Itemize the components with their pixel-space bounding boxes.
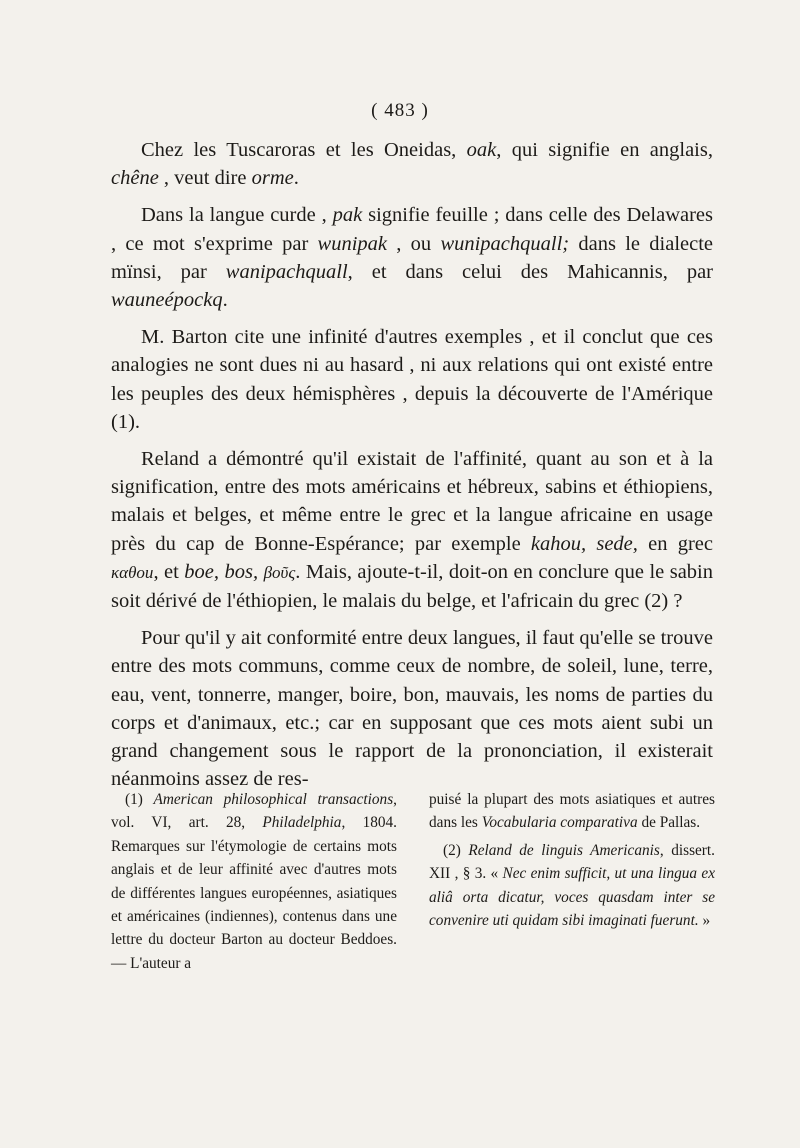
text-run: , vol. VI, art. 28,	[111, 791, 397, 832]
paragraph-1	[111, 136, 713, 192]
text-run: Pour qu'il y ait conformité entre deux langues, il faut qu'elle se trouve entre des mots communs, comme ceux de nombre, de soleil, lune, terre, eau, vent, tonnerre, manger, boire, bon, mauvais, les noms de parties du corps et d'animaux, etc.; car en supposant que ces mots aient subi un grand changement sous le rapport de la prononciation, il existerait néanmoins assez de res-	[111, 627, 713, 791]
italic-text: καθοu	[111, 562, 154, 582]
italic-text: wauneépockq	[111, 289, 223, 312]
italic-text: wunipak	[317, 232, 388, 255]
italic-text: orme	[251, 167, 294, 190]
text-run: . Mais, ajoute-t-il, doit-on en conclure que le sabin soit dérivé de l'éthiopien, le malais du belge, et l'africain du grec (2) ?	[111, 560, 713, 613]
text-run: , qui signifie en anglais,	[496, 139, 713, 161]
italic-text: oak	[466, 139, 497, 161]
text-run: , ou	[387, 232, 441, 255]
italic-text: Philadelphia	[262, 814, 342, 832]
italic-text: Reland de linguis Americanis	[468, 841, 660, 859]
italic-text: Vocabularia comparativa	[481, 814, 638, 832]
italic-text: wanipachquall	[225, 260, 348, 283]
text-run: M. Barton cite une infinité d'autres exemples , et il conclut que ces analogies ne sont dues ni au hasard , ni aux relations qui ont existé entre les peuples des deux hémisphères , depuis la découverte de l'Amérique (1).	[111, 326, 713, 433]
text-run: .	[293, 167, 299, 190]
text-run: , 1804. Remarques sur l'étymologie de certains mots anglais et de leur affinité avec d'autres mots de différentes langues européennes, asiatiques et américaines (indiennes), contenus dans une lettre du docteur Barton au docteur Beddoes. — L'auteur a	[111, 814, 397, 972]
page-number: ( 483 )	[371, 100, 429, 121]
text-run: signifie feuille ; dans celle des Delawares , ce mot s'exprime par	[111, 204, 713, 255]
text-run: , veut dire	[158, 167, 252, 190]
paragraph-3	[111, 323, 713, 436]
text-run: .	[222, 289, 228, 312]
text-run: de Pallas.	[637, 814, 701, 832]
italic-text: βοῦς	[263, 562, 296, 582]
footnotes-right-column	[429, 788, 715, 979]
italic-text: wunipachquall;	[440, 232, 570, 255]
text-run: »	[698, 912, 711, 930]
text-run: Dans la langue curde ,	[141, 204, 333, 227]
main-text	[111, 136, 713, 793]
paragraph-2	[111, 201, 713, 314]
italic-text: kahou, sede,	[530, 532, 638, 555]
italic-text: Nec enim sufficit, ut una lingua ex aliâ orta dicatur, voces quasdam inter se convenire uti quidam sibi imaginati fuerunt.	[429, 865, 715, 930]
text-run: , dissert. XII , § 3. «	[429, 841, 715, 883]
text-run: Reland a démontré qu'il existait de l'affinité, quant au son et à la signification, entre des mots américains et hébreux, sabins et éthiopiens, malais et belges, et même entre le grec et la langue africaine en usage près du cap de Bonne-Espérance; par exemple	[111, 448, 713, 555]
paragraph-5	[111, 624, 713, 793]
text-run: , et dans celui des Mahicannis, par	[347, 260, 713, 283]
text-run: (2)	[443, 841, 469, 859]
text-run: dans le dialecte mïnsi, par	[111, 232, 714, 283]
paragraph-4	[111, 445, 713, 615]
footnote	[111, 788, 397, 975]
text-run: , et	[153, 560, 185, 583]
text-run: (1)	[125, 791, 154, 808]
italic-text: chêne	[111, 167, 159, 190]
text-run: Chez les Tuscaroras et les Oneidas,	[141, 139, 467, 161]
italic-text: boe, bos,	[184, 560, 259, 583]
footnote	[429, 788, 715, 835]
footnotes-left-column	[111, 788, 397, 979]
footnotes	[111, 788, 715, 979]
italic-text: American philosophical transactions	[153, 791, 394, 808]
italic-text: pak	[332, 204, 363, 227]
text-run: puisé la plupart des mots asiatiques et autres dans les	[429, 791, 715, 832]
footnote	[429, 839, 715, 933]
text-run: en grec	[637, 532, 713, 555]
